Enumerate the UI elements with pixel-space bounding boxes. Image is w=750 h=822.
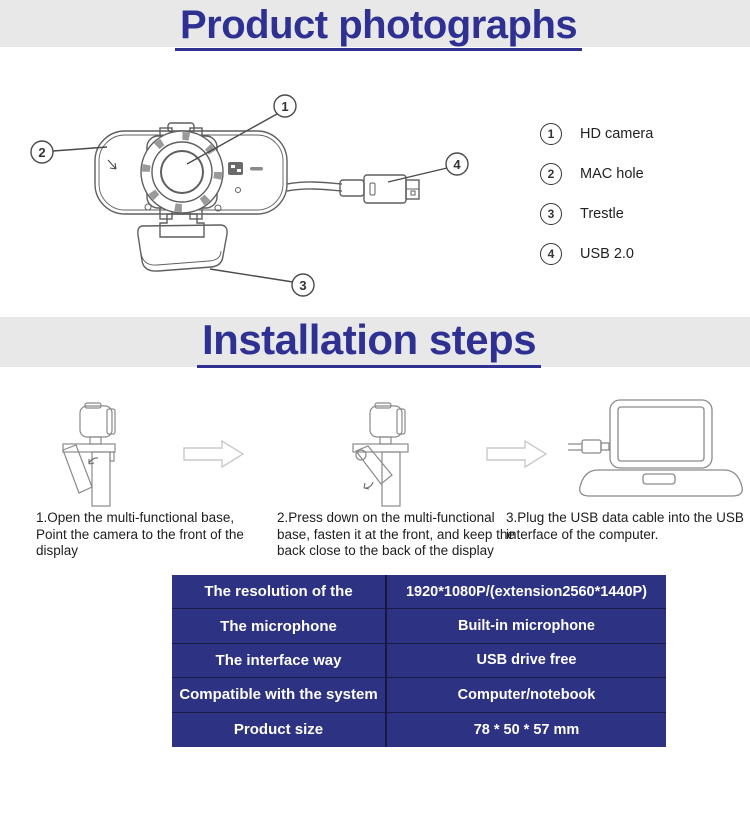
arrow-right-icon: [183, 440, 245, 468]
laptop-touchpad: [643, 474, 675, 484]
usb-plug-body: [582, 440, 601, 453]
callout-num-4: 4: [453, 157, 461, 172]
spec-value-size: 78 * 50 * 57 mm: [385, 713, 666, 747]
spec-table: [172, 575, 666, 747]
trestle-base: [138, 225, 227, 271]
usb-plug-hole: [411, 191, 415, 195]
spec-value-interface: USB drive free: [385, 644, 666, 678]
usb-plug-tip: [601, 443, 609, 450]
usb-sleeve: [340, 180, 364, 196]
base-top-plate: [63, 444, 115, 452]
sensor-icon-dot: [231, 165, 235, 168]
legend-label: HD camera: [580, 126, 654, 142]
webcam-head-back: [107, 409, 115, 434]
arrow-outline: [487, 441, 546, 467]
usb-cable: [568, 444, 582, 450]
spec-label-interface: The interface way: [172, 644, 385, 678]
arrow-outline: [184, 441, 243, 467]
spec-value-compatibility: Computer/notebook: [385, 678, 666, 712]
webcam-neck: [380, 437, 391, 444]
webcam-neck: [90, 437, 101, 444]
mic-dot: [236, 188, 241, 193]
callout-num-1: 1: [281, 99, 289, 114]
laptop-screen-inner: [618, 407, 704, 461]
dash-mark: [250, 167, 263, 171]
monitor-edge: [382, 452, 400, 506]
arrow-right-icon: [486, 440, 548, 468]
step3-laptop-illustration: [568, 392, 750, 507]
step1-illustration: [55, 398, 175, 510]
monitor-lip: [110, 452, 114, 461]
circled-number-icon: 4: [540, 243, 562, 265]
legend-label: MAC hole: [580, 166, 644, 182]
legend-item-mac-hole: [540, 154, 653, 194]
spec-value-microphone: Built-in microphone: [385, 609, 666, 643]
section-title-installation-steps: Installation steps: [197, 316, 541, 368]
legend-item-trestle: [540, 194, 653, 234]
circled-number-icon: 2: [540, 163, 562, 185]
rotate-arrow-icon: [89, 458, 98, 464]
step3-caption: 3.Plug the USB data cable into the USB interface of the computer.: [506, 510, 744, 542]
step1-caption: 1.Open the multi-functional base, Point the camera to the front of the display: [36, 510, 244, 558]
lens-ring-outer: [141, 131, 223, 213]
usb-slot: [370, 183, 375, 195]
usb-cable-line2: [287, 189, 342, 191]
trestle-base-lip: [141, 251, 221, 265]
spec-label-microphone: The microphone: [172, 609, 385, 643]
usb-cable-line1: [287, 182, 342, 184]
spec-label-compatibility: Compatible with the system: [172, 678, 385, 712]
parts-legend: [540, 114, 653, 274]
callout-num-2: 2: [38, 145, 46, 160]
sensor-icon-dot2: [237, 169, 241, 172]
circled-number-icon: 1: [540, 123, 562, 145]
step2-caption: 2.Press down on the multi-functional base, fasten it at the front, and keep the back close to the back of the display: [277, 510, 515, 558]
webcam-diagram: [10, 85, 510, 300]
mic-hole-arrow: [108, 160, 116, 169]
legend-label: USB 2.0: [580, 246, 634, 262]
webcam-head-back: [397, 409, 405, 434]
callout-line-2: [53, 147, 107, 151]
legend-label: Trestle: [580, 206, 624, 222]
laptop-screen: [610, 400, 712, 468]
spec-label-size: Product size: [233, 721, 324, 739]
section-title-product-photographs: Product photographs: [175, 3, 582, 51]
rotate-arrow-icon: [364, 482, 373, 489]
monitor-edge: [92, 452, 110, 506]
legend-item-hd-camera: [540, 114, 653, 154]
sensor-icon: [228, 162, 243, 175]
legend-item-usb: [540, 234, 653, 274]
callout-line-3: [210, 269, 293, 282]
circled-number-icon: 3: [540, 203, 562, 225]
spec-value-resolution: 1920*1080P/(extension2560*1440P): [385, 575, 666, 609]
base-top-plate: [353, 444, 408, 452]
callout-num-3: 3: [299, 278, 307, 293]
spec-label-resolution: The resolution of the: [172, 575, 385, 609]
step2-illustration: [348, 398, 468, 510]
